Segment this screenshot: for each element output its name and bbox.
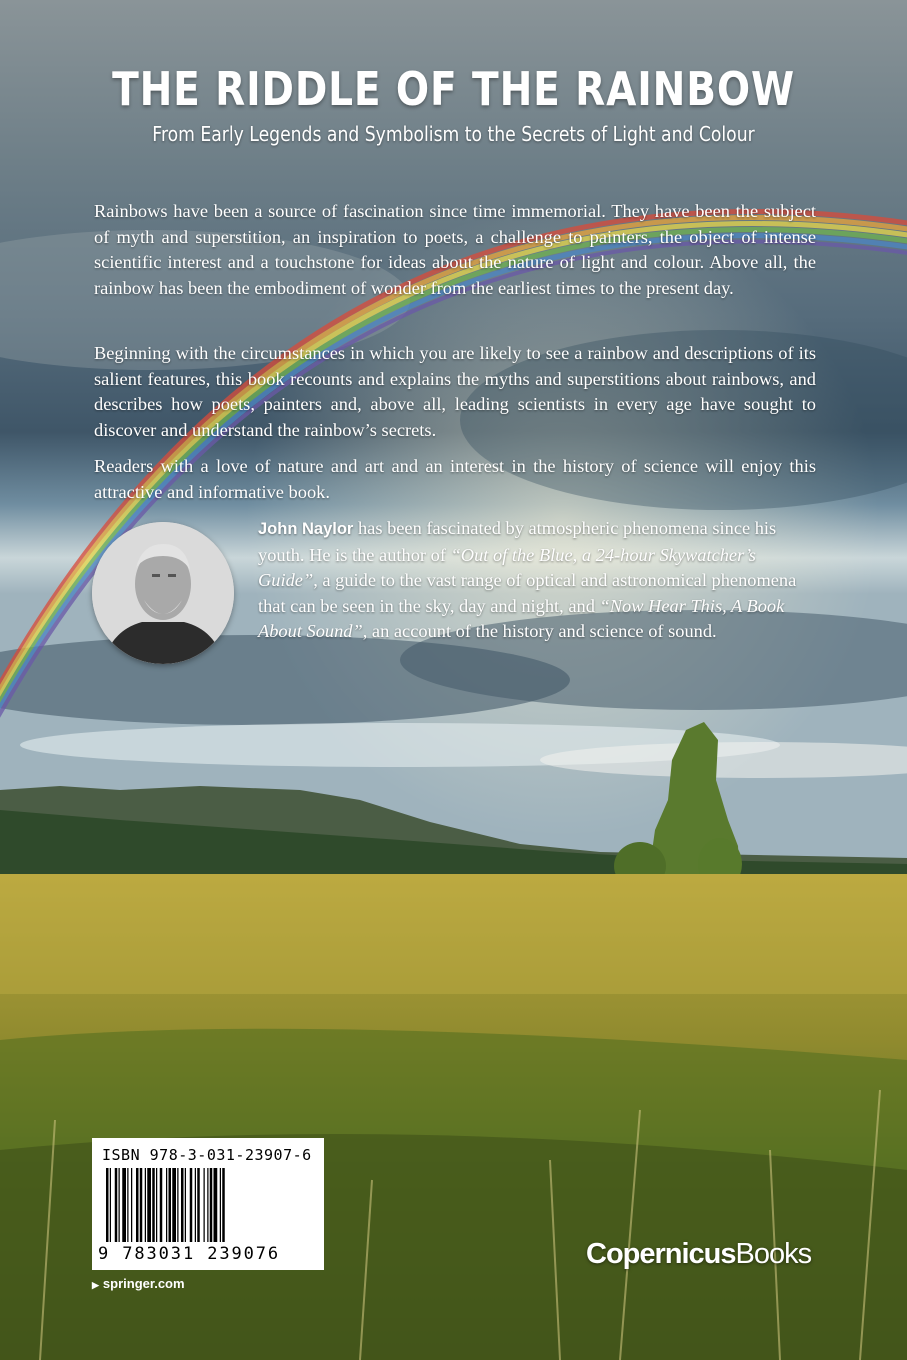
author-book-title: “Now Hear This, A Book About Sound” xyxy=(258,595,785,641)
ean-digits: 9 783031 239076 xyxy=(98,1244,281,1264)
author-bio xyxy=(258,516,818,645)
author-bio-text: , an account of the history and science of sound. xyxy=(362,621,717,641)
book-title: THE RIDDLE OF THE RAINBOW xyxy=(112,62,795,116)
book-subtitle: From Early Legends and Symbolism to the Secrets of Light and Colour xyxy=(152,122,755,146)
website-text: springer.com xyxy=(102,1276,185,1291)
author-name: John Naylor xyxy=(258,520,354,538)
isbn-barcode xyxy=(92,1138,324,1270)
publisher-website[interactable] xyxy=(92,1276,185,1291)
arrow-right-icon: ▶ xyxy=(92,1280,99,1290)
blurb-paragraph: Readers with a love of nature and art and an interest in the history of science will enjoy this attractive and informative book. xyxy=(94,456,816,502)
author-bio-text: has been fascinated by atmospheric phenomena since his youth. He is the author of xyxy=(258,518,777,565)
publisher-logo xyxy=(586,1238,811,1271)
blurb-paragraph: Rainbows have been a source of fascination since time immemorial. They have been the subject of myth and superstition, an inspiration to poets, a challenge to painters, the object of intense scientific interest and a touchstone for ideas about the nature of light and colour. Above all, the rainbow has been the embodiment of wonder from the earliest times to the present day. xyxy=(94,201,816,298)
blurb-paragraph: Beginning with the circumstances in which you are likely to see a rainbow and descriptions of its salient features, this book recounts and explains the myths and superstitions about rainbows, and describes how poets, painters and, above all, leading scientists in every age have sought to discover and understand the rainbow’s secrets. xyxy=(94,343,816,440)
publisher-name-light: Books xyxy=(735,1238,812,1270)
author-book-title: “Out of the Blue, a 24-hour Skywatcher’s Guide” xyxy=(258,544,756,590)
publisher-name-bold: Copernicus xyxy=(586,1238,736,1270)
author-photo xyxy=(92,522,234,664)
isbn-label: ISBN 978-3-031-23907-6 xyxy=(102,1146,312,1164)
author-portrait-icon xyxy=(92,522,234,664)
author-bio-text: , a guide to the vast range of optical and astronomical phenomena that can be seen in the sky, day and night, and xyxy=(258,570,797,616)
